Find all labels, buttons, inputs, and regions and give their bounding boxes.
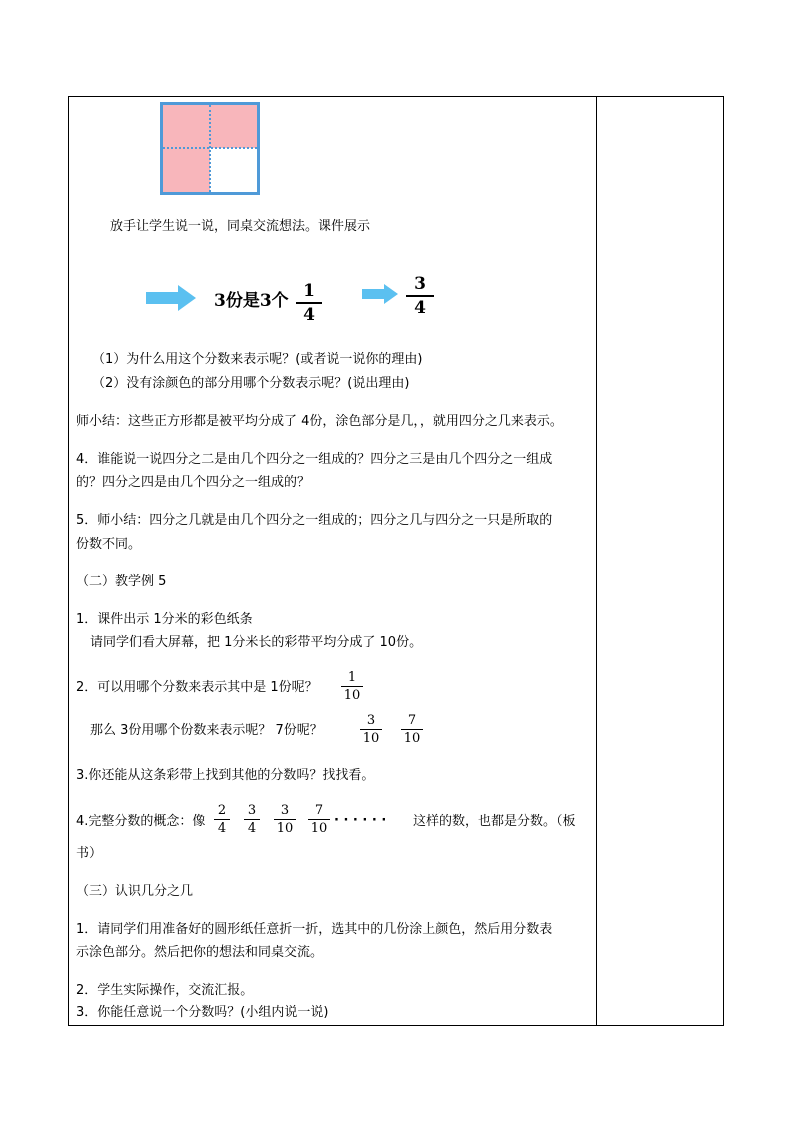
fraction-numerator: 3 [366,713,376,728]
fraction-denominator: 10 [276,821,294,836]
show-label-a: 3份是3个 [214,291,289,311]
question-1: （1）为什么用这个分数来表示呢？(或者说一说你的理由) [92,352,423,367]
fraction-denominator: 4 [247,821,257,836]
fraction-one-quarter [296,281,322,325]
fraction-numerator: 3 [280,803,290,818]
fraction-three-quarters [406,274,434,318]
fraction-three-tenths [360,713,382,746]
item-4-line-2: 的？四分之四是由几个四分之一组成的？ [76,475,311,490]
arrow-right-icon [146,285,196,311]
fraction-denominator: 10 [343,688,361,703]
square-part-1 [163,105,210,148]
item-5-line-2: 份数不同。 [76,537,142,552]
section-2-item-3: 3.你还能从这条彩带上找到其他的分数吗？找找看。 [76,768,375,783]
section-2-item-1: 1．课件出示 1分米的彩色纸条 [76,612,253,627]
fraction-denominator: 4 [217,821,227,836]
summary-1: 师小结：这些正方形都是被平均分成了 4份，涂色部分是几，，就用四分之几来表示。 [76,414,563,429]
item-5-line-1: 5．师小结：四分之几就是由几个四分之一组成的；四分之几与四分之一只是所取的 [76,513,553,528]
fraction-numerator: 3 [414,274,426,294]
square-horizontal-divider [163,147,257,149]
arrow-right-icon-2 [362,284,398,304]
fraction-three-quarters-2 [244,803,260,836]
section-2-item-2: 2．可以用哪个分数来表示其中是 1份呢？ [76,680,318,695]
fraction-numerator: 7 [314,803,324,818]
section-3-item-1-line-1: 1．请同学们用准备好的圆形纸任意折一折，选其中的几份涂上颜色，然后用分数表 [76,922,553,937]
fraction-numerator: 1 [303,281,315,301]
ellipsis-dots: · · · · · · [334,813,387,828]
fraction-seven-tenths [401,713,423,746]
fraction-denominator: 4 [414,298,426,318]
fraction-square [160,102,260,195]
fraction-numerator: 1 [347,670,357,685]
fraction-two-quarters [214,803,230,836]
section-3-item-2: 2．学生实际操作，交流汇报。 [76,983,254,998]
fraction-one-tenth [341,670,363,703]
square-part-4 [210,148,257,192]
section-2-item-1-sub: 请同学们看大屏幕，把 1分米长的彩带平均分成了 10份。 [90,635,423,650]
item-4-line-1: 4．谁能说一说四分之二是由几个四分之一组成的？四分之三是由几个四分之一组成 [76,452,553,467]
fraction-numerator: 7 [407,713,417,728]
fraction-denominator: 4 [303,305,315,325]
fraction-seven-tenths-2 [308,803,330,836]
section-2-item-4-line-2: 书） [76,846,103,861]
table-column-divider [596,96,597,1026]
intro-line: 放手让学生说一说，同桌交流想法。课件展示 [110,219,371,234]
section-2-item-2-sub: 那么 3份用哪个份数来表示呢？ 7份呢？ [90,723,323,738]
fraction-numerator: 3 [247,803,257,818]
fraction-numerator: 2 [217,803,227,818]
section-3-item-3: 3．你能任意说一个分数吗？(小组内说一说) [76,1005,329,1020]
section-2-item-4-suffix: 这样的数，也都是分数。（板 [413,814,576,829]
fraction-denominator: 10 [310,821,328,836]
section-3-title: （三）认识几分之几 [76,884,194,899]
section-2-title: （二）教学例 5 [76,574,167,589]
section-3-item-1-line-2: 示涂色部分。然后把你的想法和同桌交流。 [76,945,324,960]
fraction-denominator: 10 [362,731,380,746]
square-part-3 [163,148,210,192]
section-2-item-4-prefix: 4.完整分数的概念：像 [76,814,206,829]
fraction-denominator: 10 [403,731,421,746]
question-2: （2）没有涂颜色的部分用哪个分数表示呢？(说出理由) [92,376,410,391]
fraction-three-tenths-2 [274,803,296,836]
square-part-2 [210,105,257,148]
